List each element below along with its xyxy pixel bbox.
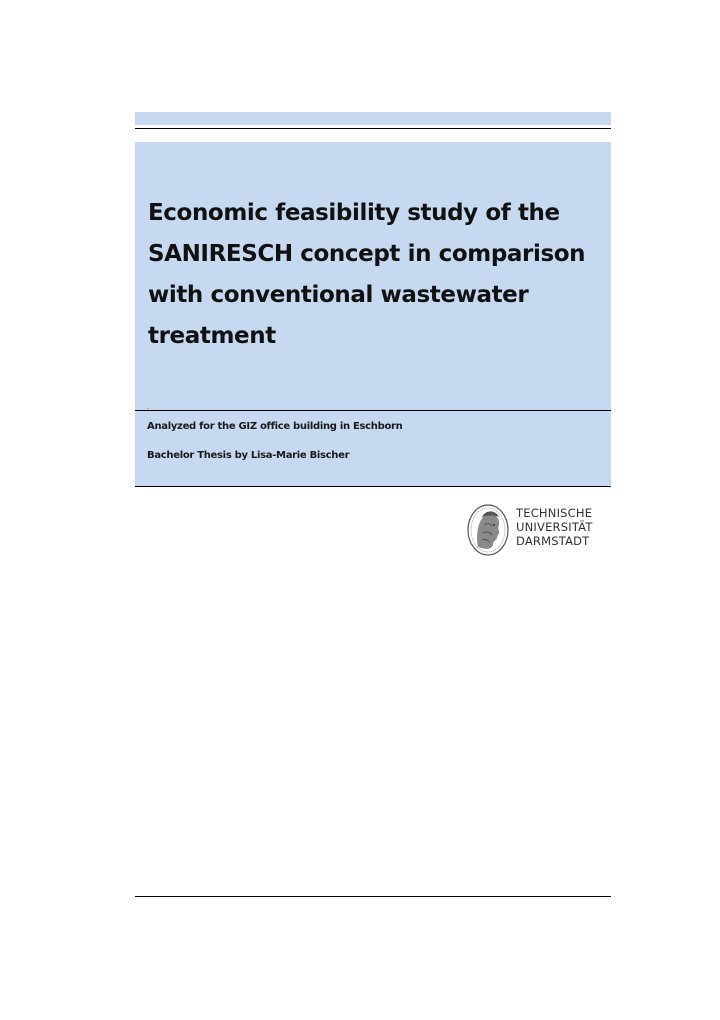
athena-head-seal-icon	[466, 503, 510, 557]
subtitle-panel	[135, 411, 611, 486]
top-divider	[135, 128, 611, 129]
subtitle-divider	[135, 486, 611, 487]
stray-dot: .	[147, 405, 149, 411]
university-logo	[466, 503, 606, 557]
subtitle-author: Bachelor Thesis by Lisa-Marie Bischer	[147, 450, 350, 461]
title-panel	[135, 142, 611, 410]
university-name	[516, 506, 593, 548]
top-color-band	[135, 112, 611, 125]
logo-line-universitaet: UNIVERSITÄT	[516, 520, 593, 534]
logo-line-technische: TECHNISCHE	[516, 506, 593, 520]
document-title: Economic feasibility study of the SANIRESCH concept in comparison with conventional wastewater treatment	[148, 200, 586, 349]
footer-divider	[135, 896, 611, 897]
subtitle-building: Analyzed for the GIZ office building in Eschborn	[147, 421, 403, 432]
logo-line-darmstadt: DARMSTADT	[516, 534, 590, 548]
